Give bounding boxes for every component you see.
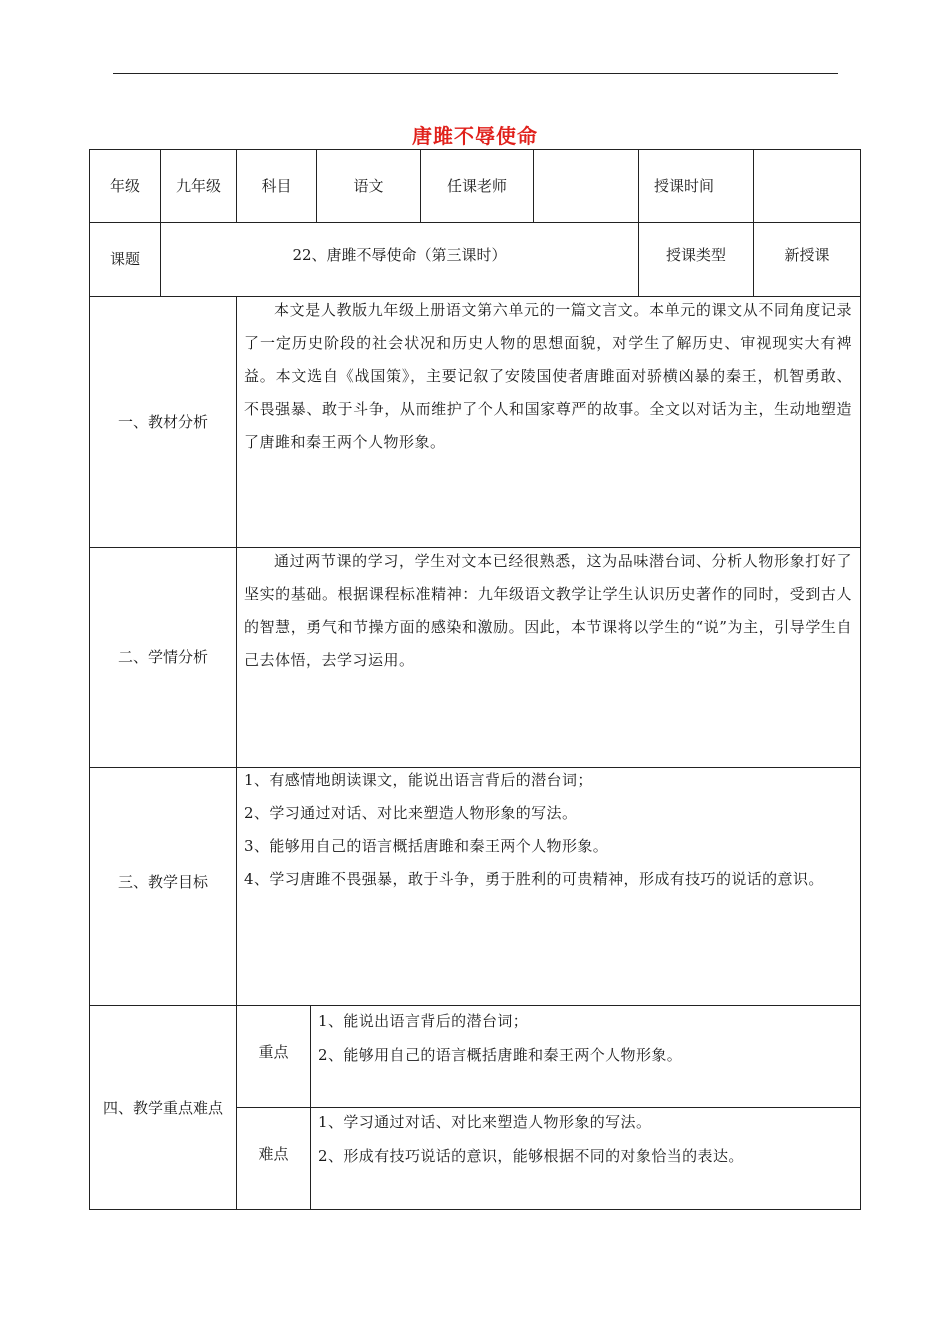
table-rule [310, 1005, 311, 1210]
teaching-goal-item: 2、学习通过对话、对比来塑造人物形象的写法。 [244, 804, 578, 822]
student-analysis-text: 通过两节课的学习，学生对文本已经很熟悉，这为品味潜台词、分析人物形象打好了坚实的基础。根据课程标准精神：九年级语文教学让学生认识历史著作的同时，受到古人的智慧，勇气和节操方面的感染和激励。因此，本节课将以学生的“说”为主，引导学生自己去体悟，去学习运用。 [244, 552, 852, 669]
teaching-goal-item: 4、学习唐雎不畏强暴，敢于斗争，勇于胜利的可贵精神，形成有技巧的说话的意识。 [244, 870, 824, 888]
difficult-point-item: 1、学习通过对话、对比来塑造人物形象的写法。 [318, 1113, 652, 1131]
key-point-item: 1、能说出语言背后的潜台词； [318, 1012, 529, 1030]
topic-value: 22、唐雎不辱使命（第三课时） [292, 245, 507, 264]
teacher-label: 任课老师 [446, 176, 507, 195]
lesson-type-value: 新授课 [784, 245, 830, 264]
subject-label: 科目 [261, 176, 292, 195]
teaching-goals-list [244, 764, 852, 896]
grade-value: 九年级 [175, 176, 221, 195]
key-points-list [318, 1004, 854, 1072]
page-title: 唐雎不辱使命 [412, 124, 538, 148]
class-time-value [754, 150, 860, 222]
key-points-label: 重点 [258, 1042, 289, 1061]
lesson-type-label: 授课类型 [665, 245, 726, 264]
table-border-right [860, 149, 861, 1210]
table-border-bottom [89, 1209, 861, 1210]
grade-label: 年级 [109, 176, 140, 195]
teaching-goals-label: 三、教学目标 [117, 872, 208, 891]
difficult-point-item: 2、形成有技巧说话的意识，能够根据不同的对象恰当的表达。 [318, 1147, 744, 1165]
teaching-goal-item: 3、能够用自己的语言概括唐雎和秦王两个人物形象。 [244, 837, 609, 855]
difficult-points-list [318, 1105, 854, 1173]
textbook-analysis-label: 一、教材分析 [117, 412, 208, 431]
class-time-label: 授课时间 [653, 176, 714, 195]
teacher-value [534, 150, 638, 222]
topic-label: 课题 [109, 250, 140, 268]
subject-value: 语文 [353, 176, 384, 195]
key-point-item: 2、能够用自己的语言概括唐雎和秦王两个人物形象。 [318, 1046, 683, 1064]
textbook-analysis-text: 本文是人教版九年级上册语文第六单元的一篇文言文。本单元的课文从不同角度记录了一定历史阶段的社会状况和历史人物的思想面貌，对学生了解历史、审视现实大有裨益。本文选自《战国策》，主要记叙了安陵国使者唐雎面对骄横凶暴的秦王，机智勇敢、不畏强暴、敢于斗争，从而维护了个人和国家尊严的故事。全文以对话为主，生动地塑造了唐雎和秦王两个人物形象。 [244, 301, 852, 451]
difficult-points-label: 难点 [258, 1144, 289, 1163]
teaching-goal-item: 1、有感情地朗读课文，能说出语言背后的潜台词； [244, 771, 593, 789]
key-difficult-points-label: 四、教学重点难点 [102, 1098, 223, 1117]
student-analysis-label: 二、学情分析 [117, 648, 208, 666]
header-rule [113, 73, 838, 74]
